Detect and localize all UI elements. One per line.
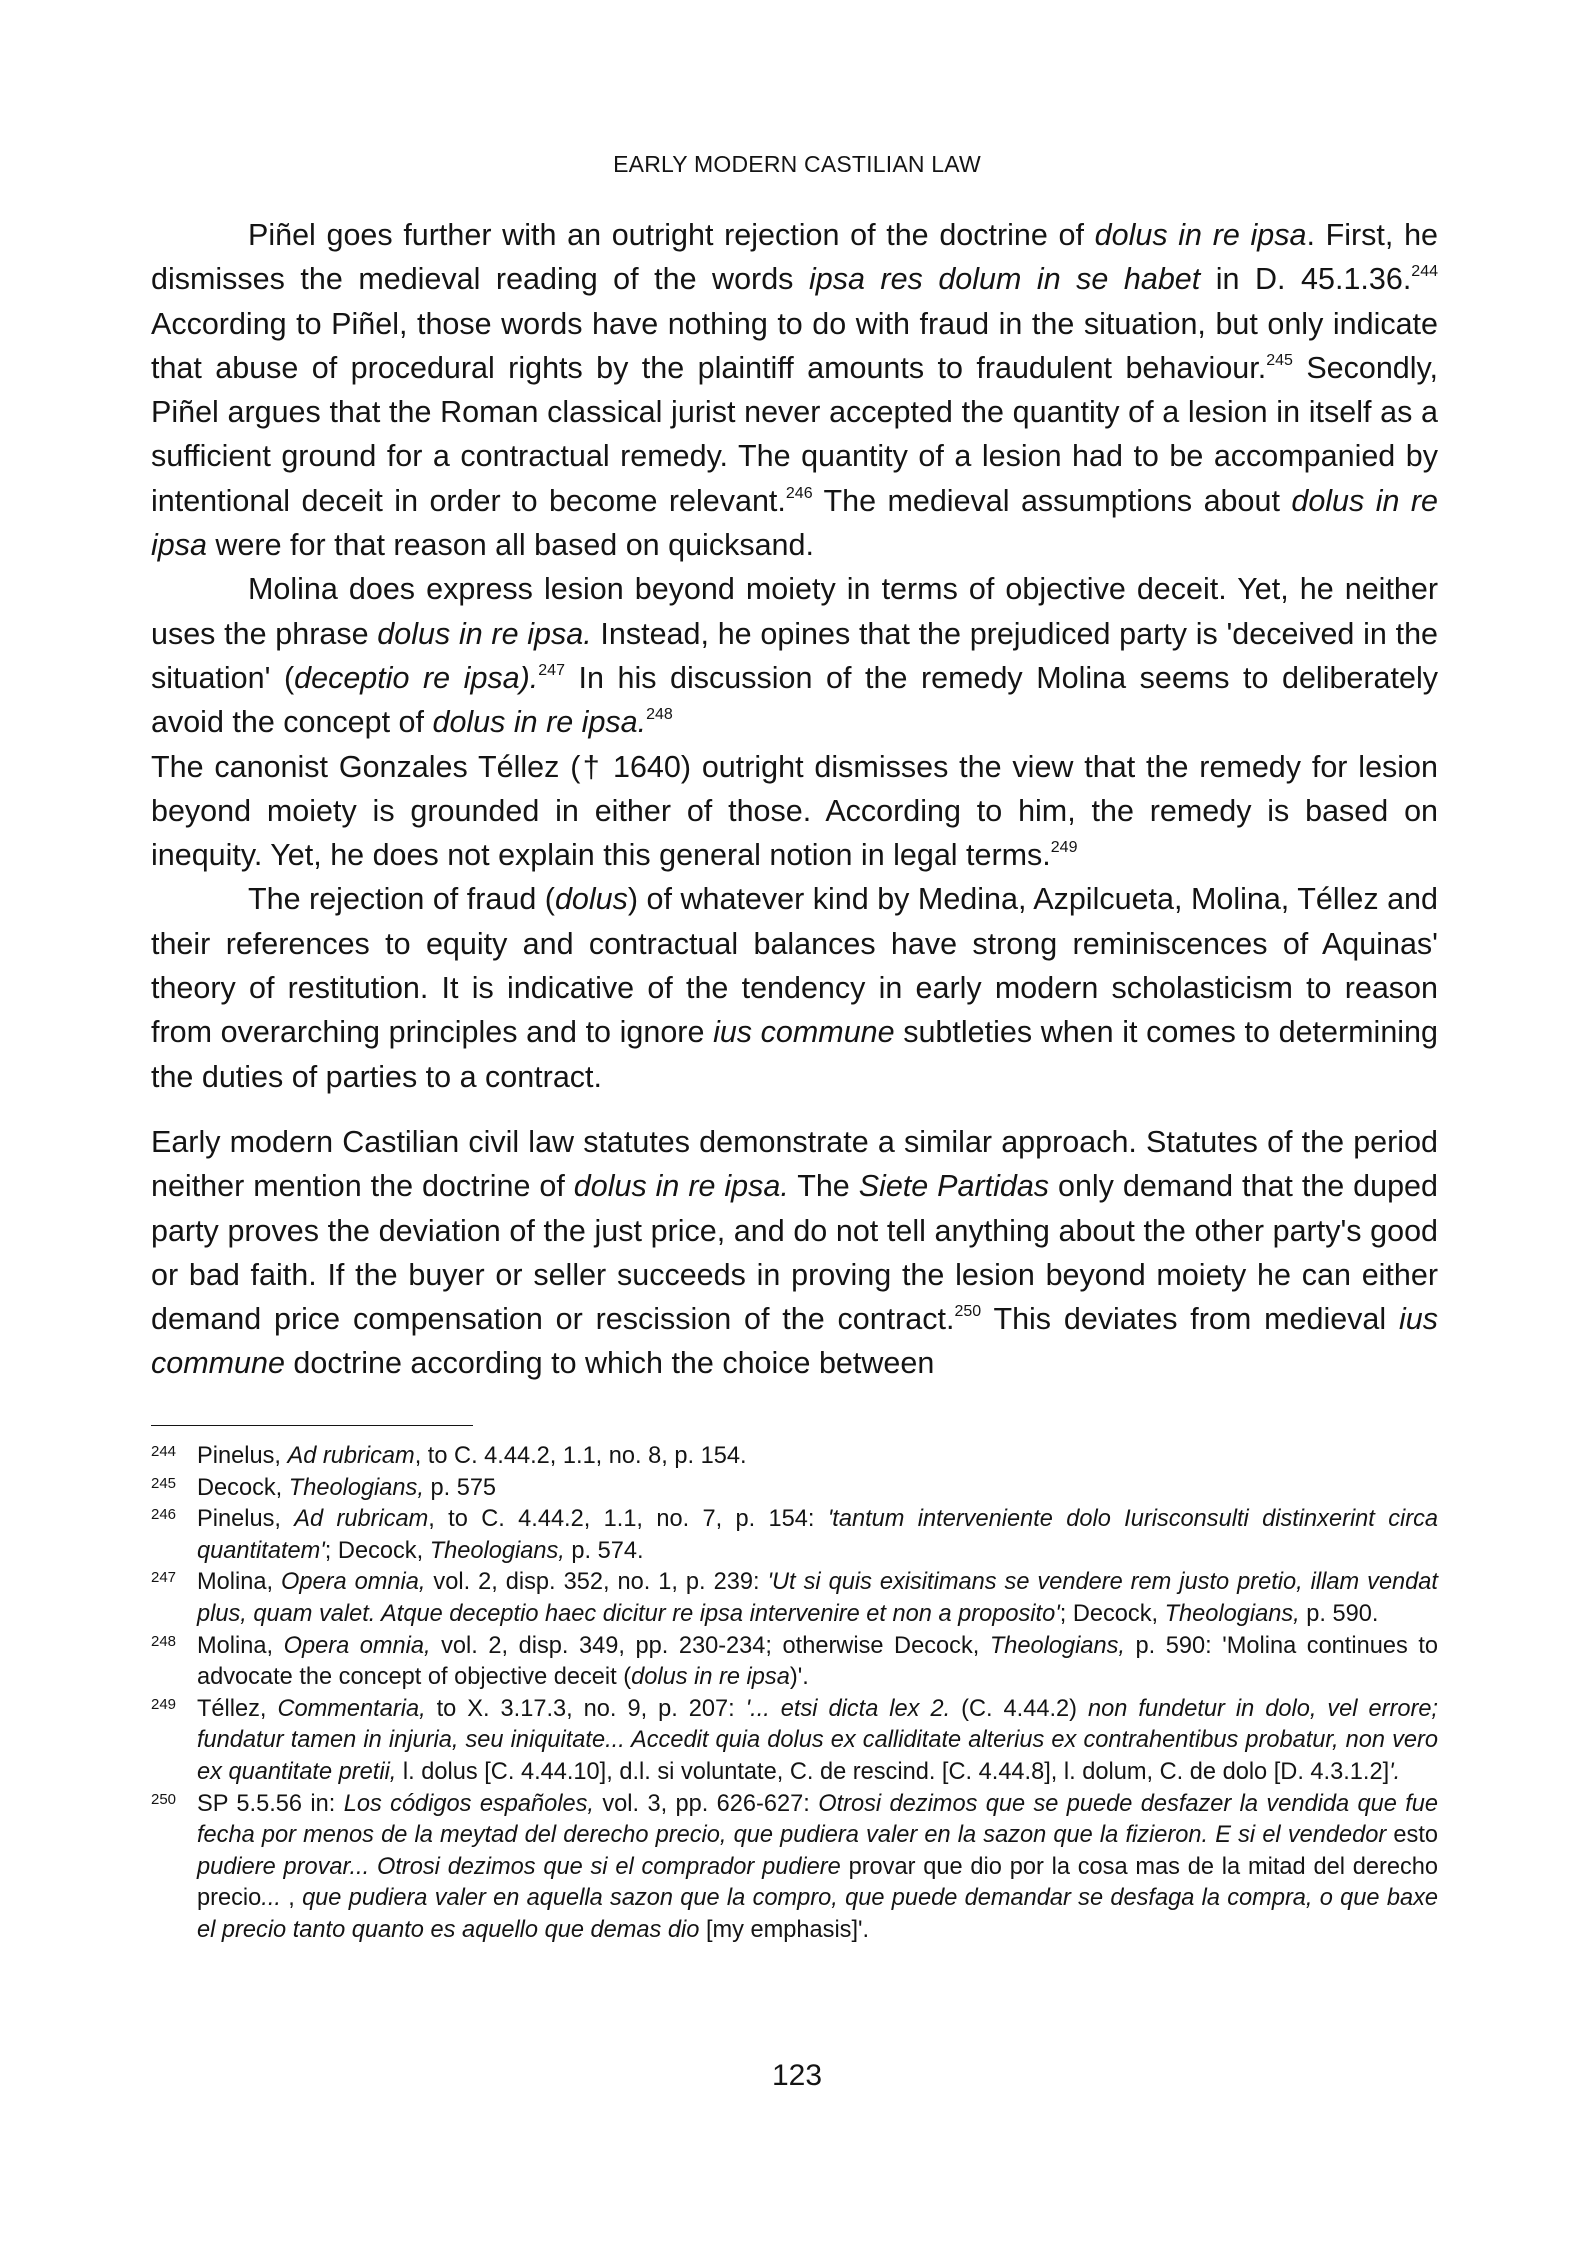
text-run: According to Piñel, those words have nothing to do with fraud in the situation, but only indicate that abuse of procedural rights by the plaintiff amounts to fraudulent behaviour. (151, 306, 1438, 385)
footnote-number: 245 (151, 1474, 177, 1492)
italic-text: ... (261, 1885, 281, 1912)
paragraph (151, 877, 1438, 1098)
footnote-text (197, 1473, 1438, 1505)
footnote-ref: 248 (646, 706, 673, 724)
body-text (151, 213, 1438, 1386)
footnote (151, 1631, 1438, 1694)
text-run: Decock, (197, 1474, 289, 1501)
italic-text: Siete Partidas (858, 1169, 1050, 1204)
italic-text: Theologians, (989, 1632, 1125, 1659)
text-run: Pinelus, (197, 1443, 288, 1469)
paragraph (151, 213, 1438, 567)
italic-text: Ad rubricam (294, 1506, 429, 1533)
text-run: to X. 3.17.3, no. 9, p. 207: (425, 1695, 746, 1722)
text-run: vol. 2, disp. 352, no. 1, p. 239: (425, 1569, 768, 1596)
paragraph (151, 1120, 1438, 1386)
text-run: This deviates from medieval (981, 1302, 1399, 1337)
italic-text: '. (1389, 1758, 1401, 1785)
text-run: l. dolus [C. 4.44.10], d.l. si voluntate, C. de rescind. [C. 4.44.8], l. dolum, C. de dolo [D. 4.3.1.2] (396, 1758, 1390, 1785)
text-run: Téllez, (197, 1695, 278, 1722)
text-run: doctrine according to which the choice between (284, 1346, 935, 1381)
text-run: were for that reason all based on quicksand. (206, 528, 814, 563)
footnote-text (197, 1694, 1438, 1789)
text-run: p. 574. (564, 1537, 644, 1564)
italic-text: '... etsi dicta lex 2. (745, 1695, 951, 1722)
italic-text: dolus in re ipsa (1094, 218, 1307, 252)
italic-text: dolus in re ipsa (151, 483, 1438, 563)
italic-text: dolus in re ipsa (631, 1664, 790, 1691)
italic-text: ius commune (151, 1302, 1438, 1381)
text-run: Molina does express lesion beyond moiety in terms of objective deceit. Yet, he neither uses the phrase (151, 572, 1438, 651)
text-run: SP 5.5.56 in: (197, 1790, 344, 1817)
footnote-ref: 250 (954, 1303, 982, 1321)
text-run: The canonist Gonzales Téllez († 1640) outright dismisses the view that the remedy for lesion beyond moiety is grounded in either of those. According to him, the remedy is based on inequity. Yet, he does not explain this general notion in legal terms. (151, 749, 1438, 873)
italic-text: Theologians, (429, 1537, 565, 1564)
italic-text: Los códigos españoles, (343, 1790, 594, 1817)
footnote-ref: 246 (785, 484, 813, 502)
text-run: , (280, 1885, 303, 1912)
paragraph (151, 745, 1438, 878)
footnote-text (197, 1567, 1438, 1630)
text-run: provar que dio por la cosa mas de la mitad del derecho precio (197, 1853, 1438, 1912)
footnote (151, 1473, 1438, 1505)
text-run: only demand that the duped party proves the deviation of the just price, and do not tell anything about the other party's good or bad faith. If the buyer or seller succeeds in proving the lesion beyond moiety he can either demand price compensation or rescission of the contract. (151, 1169, 1438, 1337)
footnote-number: 249 (151, 1695, 177, 1713)
italic-text: que pudiera valer en aquella sazon que la compro, que puede demandar se desfaga la compra, o que baxe el precio tanto quanto es aquello que demas dio (197, 1885, 1438, 1943)
italic-text: 'Ut si quis exisitimans se vendere rem justo pretio, illam vendat plus, quam valet. Atque deceptio haec dicitur re ipsa intervenire et non a proposito' (197, 1569, 1438, 1627)
footnote (151, 1441, 1438, 1473)
footnote-separator (151, 1425, 473, 1426)
italic-text: dolus in re ipsa. (377, 616, 592, 651)
text-run: vol. 2, disp. 349, pp. 230-234; otherwise Decock, (430, 1632, 990, 1659)
footnote-number: 248 (151, 1632, 177, 1650)
italic-text: Theologians, (1164, 1600, 1300, 1627)
text-run: p. 575 (423, 1474, 497, 1501)
text-run: Secondly, Piñel argues that the Roman classical jurist never accepted the quantity of a lesion in itself as a sufficient ground for a contractual remedy. The quantity of a lesion had to be accompanied by intentional deceit in order to become relevant. (151, 350, 1439, 518)
italic-text: dolus in re ipsa. (432, 705, 647, 740)
italic-text: deceptio re ipsa). (294, 660, 539, 695)
footnote-number: 250 (151, 1790, 177, 1808)
text-run: Pinelus, (197, 1506, 295, 1533)
italic-text: dolus (554, 882, 628, 917)
italic-text: Commentaria, (277, 1695, 426, 1722)
italic-text: Otrosi dezimos que se puede desfazer la vendida que fue fecha por menos de la meytad del derecho precio, que pudiera valer en la sazon que la fizieron. E si el vendedor (197, 1790, 1438, 1849)
running-header: EARLY MODERN CASTILIAN LAW (613, 151, 981, 177)
footnote-ref: 244 (1411, 263, 1438, 281)
page-number: 123 (771, 2059, 823, 2092)
italic-text: Opera omnia, (283, 1632, 431, 1659)
text-run: ; Decock, (324, 1537, 430, 1564)
footnote-text (197, 1504, 1438, 1567)
italic-text: ipsa res dolum in se habet (808, 262, 1201, 297)
footnotes (151, 1441, 1438, 1947)
text-run: [my emphasis]'. (699, 1916, 870, 1943)
text-run: )'. (789, 1664, 809, 1691)
text-run: esto (1386, 1822, 1438, 1849)
text-run: Molina, (197, 1632, 284, 1659)
text-run: , to C. 4.44.2, 1.1, no. 8, p. 154. (414, 1443, 747, 1469)
footnote (151, 1789, 1438, 1947)
italic-text: ius commune (713, 1015, 895, 1050)
text-run: in D. 45.1.36. (1200, 262, 1412, 297)
text-run: In his discussion of the remedy Molina seems to deliberately avoid the concept of (151, 660, 1438, 740)
italic-text: pudiere provar... Otrosi dezimos que si el comprador pudiere (197, 1853, 841, 1880)
footnote-ref: 249 (1050, 839, 1078, 857)
text-run: Piñel goes further with an outright rejection of the doctrine of (248, 218, 1095, 252)
text-run: Instead, he opines that the prejudiced party is 'deceived in the situation' ( (151, 616, 1438, 695)
text-run: p. 590. (1299, 1600, 1379, 1627)
text-run: The (788, 1169, 859, 1204)
footnote-number: 244 (151, 1443, 177, 1460)
footnote (151, 1504, 1438, 1567)
text-run: The rejection of fraud ( (248, 882, 555, 917)
text-run: vol. 3, pp. 626-627: (593, 1790, 819, 1817)
italic-text: Theologians, (288, 1474, 424, 1501)
footnote-ref: 245 (1266, 351, 1293, 369)
text-run: p. 590: 'Molina continues to advocate the concept of objective deceit ( (197, 1632, 1438, 1691)
italic-text: 'tantum interveniente dolo Iurisconsulti distinxerint circa quantitatem' (197, 1506, 1439, 1564)
text-run: (C. 4.44.2) (950, 1695, 1088, 1722)
footnote-text (197, 1631, 1438, 1694)
footnote (151, 1567, 1438, 1630)
footnote (151, 1694, 1438, 1789)
text-run: Molina, (197, 1569, 282, 1596)
footnote-number: 247 (151, 1569, 177, 1587)
italic-text: dolus in re ipsa. (573, 1169, 789, 1204)
italic-text: Opera omnia, (281, 1569, 426, 1596)
footnote-text (197, 1441, 1438, 1473)
text-run: Early modern Castilian civil law statutes demonstrate a similar approach. Statutes of the period neither mention the doctrine of (151, 1124, 1438, 1204)
text-run: . First, he dismisses the medieval reading of the words (151, 218, 1438, 297)
italic-text: non fundetur in dolo, vel errore; fundatur tamen in injuria, seu iniquitate... Accedit quia dolus ex calliditate alterius ex contrahentibus probatur, non vero ex quantitate pretii, (197, 1695, 1438, 1785)
footnote-text (197, 1789, 1438, 1947)
footnote-ref: 247 (538, 661, 565, 679)
text-run: The medieval assumptions about (812, 483, 1292, 518)
italic-text: Ad rubricam (287, 1443, 415, 1469)
text-run: , to C. 4.44.2, 1.1, no. 7, p. 154: (428, 1506, 828, 1533)
text-run: subtleties when it comes to determining the duties of parties to a contract. (151, 1015, 1438, 1094)
paragraph (151, 567, 1438, 744)
text-run: ) of whatever kind by Medina, Azpilcueta, Molina, Téllez and their references to equity and contractual balances have strong reminiscences of Aquinas' theory of restitution. It is indicative of the tendency in early modern scholasticism to reason from overarching principles and to ignore (151, 882, 1438, 1050)
footnote-number: 246 (151, 1506, 177, 1524)
text-run: ; Decock, (1059, 1600, 1165, 1627)
